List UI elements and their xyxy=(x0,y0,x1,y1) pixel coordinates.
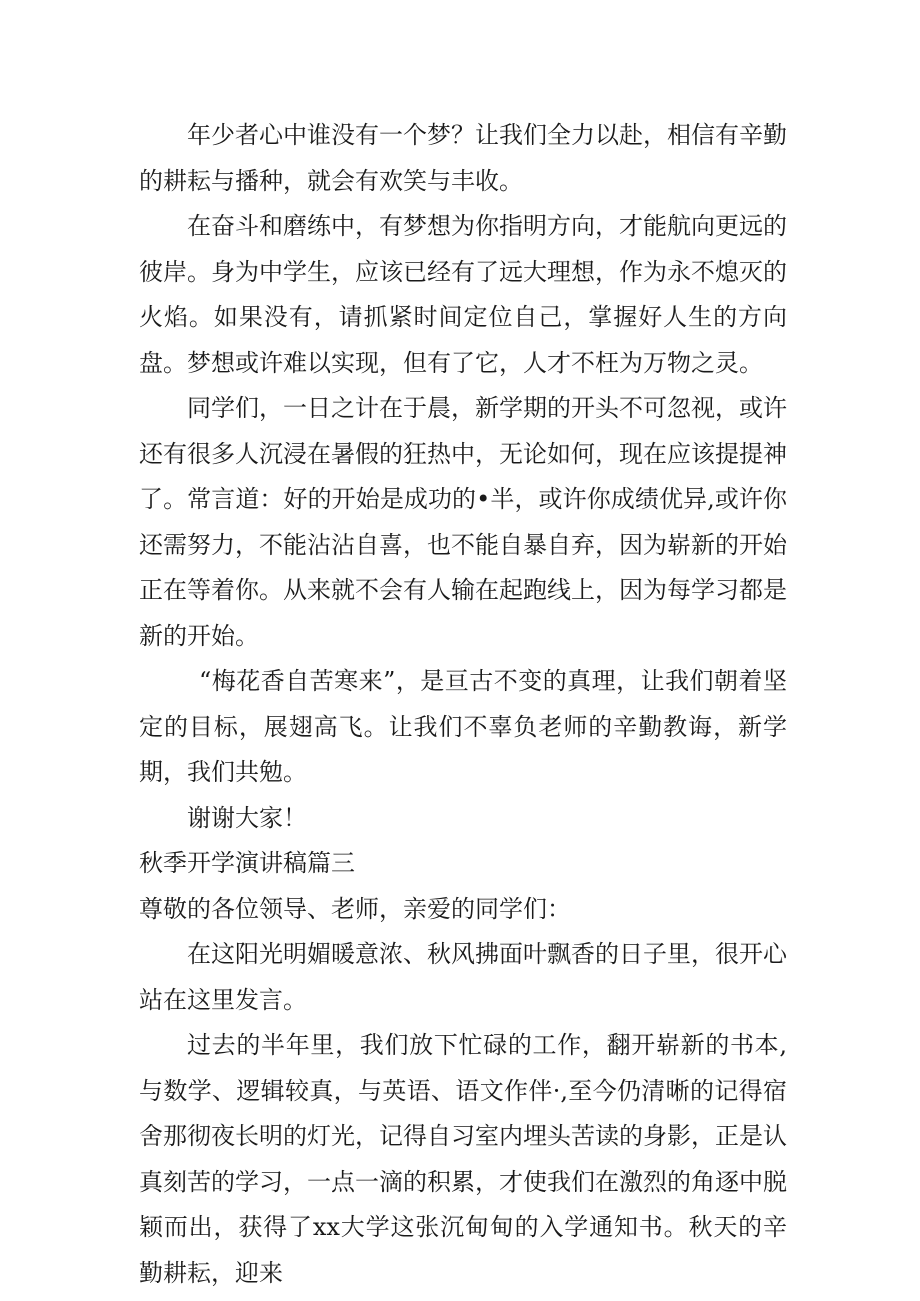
paragraph-autumn-day: 在这阳光明媚暖意浓、秋风拂面叶飘香的日子里，很开心站在这里发言。 xyxy=(139,940,787,1014)
paragraph-dream: 年少者心中谁没有一个梦？让我们全力以赴，相信有辛勤的耕耘与播种，就会有欢笑与丰收。 xyxy=(139,121,787,195)
paragraph-thanks: 谢谢大家！ xyxy=(187,803,307,832)
paragraph-plum-blossom: “梅花香自苦寒来”，是亘古不变的真理，让我们朝着坚定的目标，展翅高飞。让我们不辜负老师的辛勤教诲，新学期，我们共勉。 xyxy=(139,667,787,786)
section-title: 秋季开学演讲稿篇三 xyxy=(139,849,355,877)
document-body xyxy=(139,113,787,1296)
paragraph-new-semester: 同学们，一日之计在于晨，新学期的开头不可忽视，或许还有很多人沉浸在暑假的狂热中，无论如何，现在应该提提神了。常言道：好的开始是成功的•半，或许你成绩优异,或许你还需努力，不能沾沾自喜，也不能自暴自弃，因为崭新的开始正在等着你。从来就不会有人输在起跑线上，因为每学习都是新的开始。 xyxy=(139,394,787,650)
paragraph-past-half-year: 过去的半年里，我们放下忙碌的工作，翻开崭新的书本,与数学、逻辑较真，与英语、语文作伴·,至今仍清晰的记得宿舍那彻夜长明的灯光，记得自习室内埋头苦读的身影，正是认真刻苦的学习，一点一滴的积累，才使我们在激烈的角逐中脱颖而出，获得了xx大学这张沉甸甸的入学通知书。秋天的辛勤耕耘，迎来 xyxy=(139,1031,787,1287)
salutation: 尊敬的各位领导、老师，亲爱的同学们： xyxy=(139,894,571,923)
paragraph-struggle: 在奋斗和磨练中，有梦想为你指明方向，才能航向更远的彼岸。身为中学生，应该已经有了远大理想，作为永不熄灭的火焰。如果没有，请抓紧时间定位自己，掌握好人生的方向盘。梦想或许难以实现，但有了它，人才不枉为万物之灵。 xyxy=(139,212,787,377)
